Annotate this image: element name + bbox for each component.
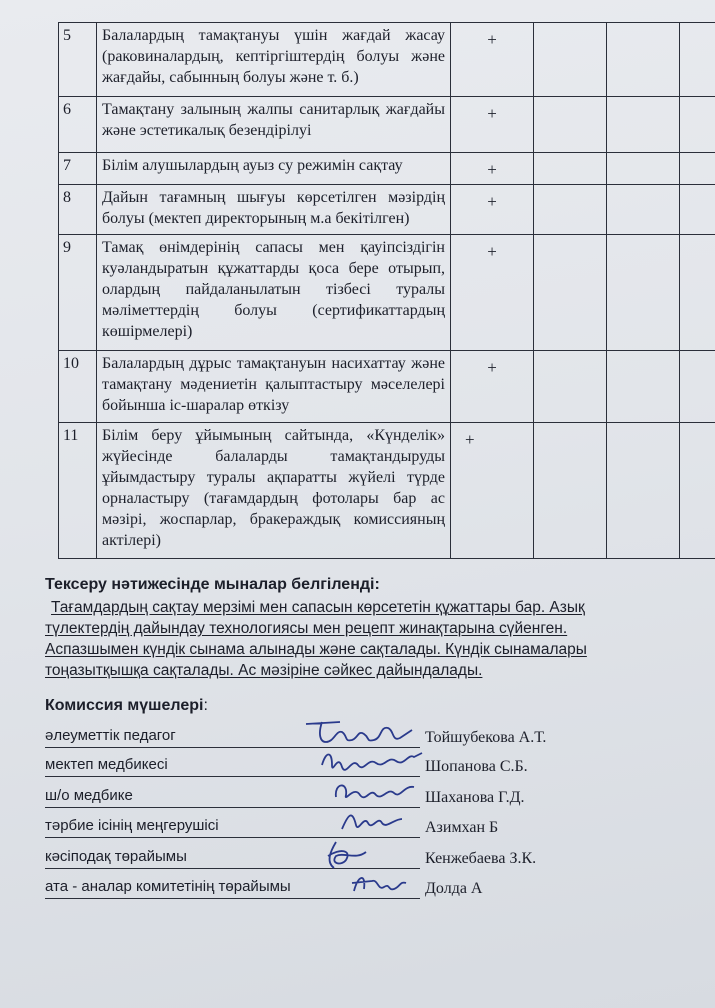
row-number: 10 [59,351,97,423]
row-criterion: Балалардың тамақтануы үшін жағдай жасау (раковиналардың, кептіргіштердің болуы және жағдайы, сабынның болуы және т. б.) [97,23,451,97]
commission-title [45,697,208,715]
row-mark: + [451,423,534,559]
member-role: ш/о медбике [45,787,133,804]
member-name: Долда А [425,880,483,897]
row-number: 5 [59,23,97,97]
row-empty-cell [607,23,680,97]
row-criterion: Білім алушылардың ауыз су режимін сақтау [97,153,451,185]
row-number: 8 [59,185,97,235]
commission-title-text: Комиссия мүшелері [45,697,204,714]
results-text [45,597,645,681]
row-empty-cell [607,351,680,423]
table-row [59,235,715,351]
signature-scribble [338,805,408,837]
member-name: Кенжебаева З.К. [425,850,537,867]
member-role: тәрбие ісінің меңгерушісі [45,817,219,834]
row-empty-cell [680,153,715,185]
row-empty-cell [534,97,607,153]
row-empty-cell [607,423,680,559]
row-empty-cell [534,423,607,559]
row-number: 6 [59,97,97,153]
results-line: Тағамдардың сақтау мерзімі мен сапасын көрсететін құжаттары бар. Азық [51,599,585,616]
member-role: ата - аналар комитетінің төрайымы [45,878,291,895]
results-heading: Тексеру нәтижесінде мыналар белгіленді: [45,576,380,593]
row-mark: + [451,185,534,235]
table-row [59,185,715,235]
results-line: Аспазшымен күндік сынама алынады және сақталады. Күндік сынамалары [45,641,587,658]
commission-member [45,727,547,749]
row-criterion: Дайын тағамның шығуы көрсетілген мәзірдің болуы (мектеп директорының м.а бекітілген) [97,185,451,235]
member-role: мектеп медбикесі [45,756,168,773]
table-row [59,351,715,423]
row-empty-cell [680,423,715,559]
row-mark: + [451,23,534,97]
member-name: Шопанова С.Б. [425,758,528,775]
row-empty-cell [607,153,680,185]
commission-title-colon: : [203,697,208,714]
row-empty-cell [680,23,715,97]
row-empty-cell [534,23,607,97]
row-criterion: Балалардың дұрыс тамақтануын насихаттау және тамақтану мәдениетін қалыптастыру мәселелері бойынша іс-шаралар өткізу [97,351,451,423]
commission-member [45,878,515,900]
row-number: 11 [59,423,97,559]
row-empty-cell [680,235,715,351]
table-row [59,423,715,559]
commission-member [45,817,515,839]
row-mark: + [451,97,534,153]
results-line: түлектердің дайындау технологиясы мен рецепт жинақтарына сүйенген. [45,620,568,637]
row-empty-cell [680,351,715,423]
row-empty-cell [607,185,680,235]
row-mark: + [451,153,534,185]
signature-scribble [348,867,414,899]
commission-member [45,756,528,778]
row-empty-cell [607,235,680,351]
row-number: 7 [59,153,97,185]
row-empty-cell [680,97,715,153]
row-criterion: Тамақ өнімдерінің сапасы мен қауіпсіздігін куәландыратын құжаттарды қоса бере отырып, олардың пайдаланылатын тізбесі туралы мәліметтердің болуы (сертификаттардың көшірмелері) [97,235,451,351]
row-empty-cell [534,185,607,235]
row-empty-cell [534,351,607,423]
member-name: Тойшубекова А.Т. [425,729,547,746]
table-row [59,153,715,185]
table-row [59,97,715,153]
row-empty-cell [534,153,607,185]
commission-member [45,848,537,870]
row-mark: + [451,235,534,351]
member-name: Азимхан Б [425,819,499,836]
results-line: тоңазытқышқа сақталады. Ас мәзіріне сәйкес дайындалады. [45,662,483,679]
member-name: Шаханова Г.Д. [425,789,525,806]
row-number: 9 [59,235,97,351]
row-empty-cell [680,185,715,235]
inspection-table [58,22,715,559]
table-row [59,23,715,97]
row-criterion: Білім беру ұйымының сайтында, «Күнделік» жүйесінде балаларды тамақтандыруды ұйымдастыру туралы ақпаратты жүйелі түрде орналастыру (тағамдардың фотолары бар ас мәзірі, жоспарлар, бракераждық комиссияның актілері) [97,423,451,559]
row-empty-cell [607,97,680,153]
member-role: кәсіподақ төрайымы [45,848,187,865]
row-mark: + [451,351,534,423]
commission-member [45,787,525,809]
row-criterion: Тамақтану залының жалпы санитарлық жағдайы және эстетикалық безендірілуі [97,97,451,153]
member-role: әлеуметтік педагог [45,727,176,744]
row-empty-cell [534,235,607,351]
